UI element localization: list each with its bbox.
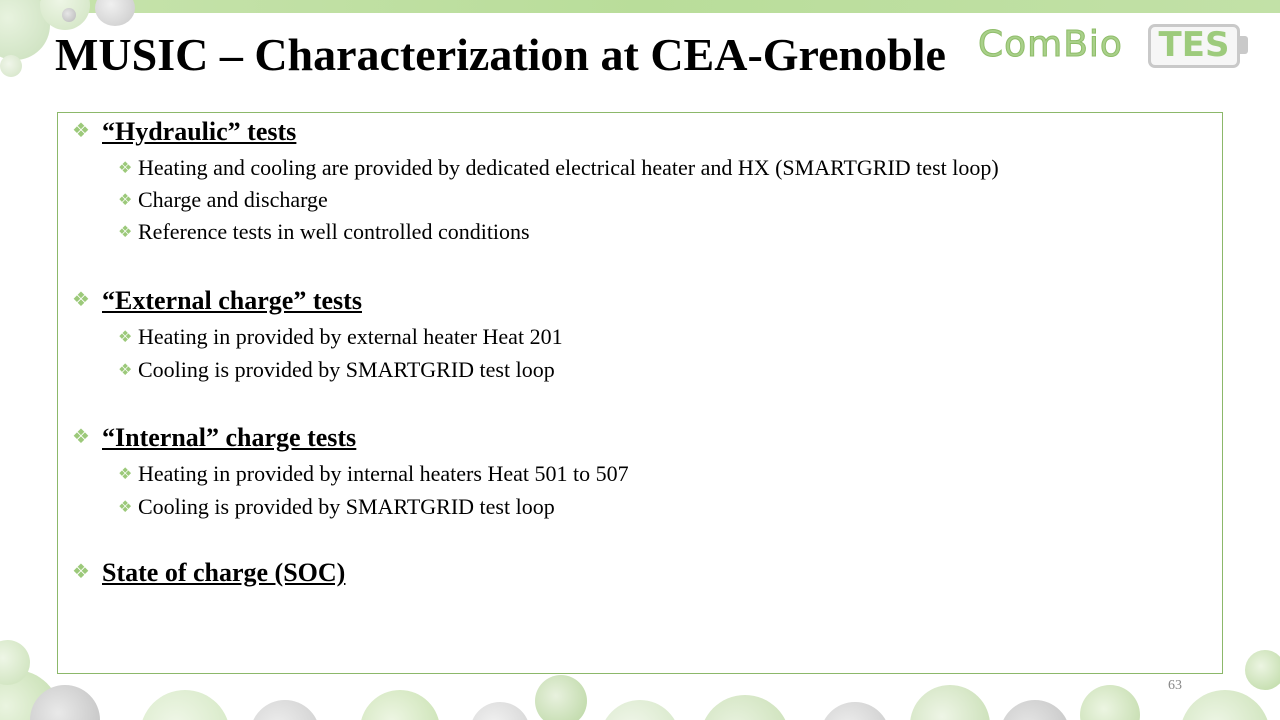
- bullet-heading-external-charge: ❖ “External charge” tests: [72, 286, 362, 315]
- slide-title: MUSIC – Characterization at CEA-Grenoble: [55, 29, 946, 80]
- logo-battery-shape: [1148, 24, 1240, 68]
- logo-text-tes: TES: [1158, 25, 1230, 65]
- bullet-item: ❖ Cooling is provided by SMARTGRID test loop: [118, 357, 555, 382]
- diamond-bullet-icon: ❖: [72, 287, 90, 311]
- bullet-heading-hydraulic: ❖ “Hydraulic” tests: [72, 117, 297, 146]
- page-number: 63: [1168, 678, 1182, 693]
- diamond-bullet-icon: ❖: [118, 360, 133, 379]
- diamond-bullet-icon: ❖: [118, 497, 133, 516]
- bullet-heading-internal-charge: ❖ “Internal” charge tests: [72, 423, 357, 452]
- content-box: [57, 112, 1223, 674]
- diamond-bullet-icon: ❖: [72, 118, 90, 142]
- diamond-bullet-icon: ❖: [72, 424, 90, 448]
- diamond-bullet-icon: ❖: [118, 158, 133, 177]
- bullet-item: ❖ Heating in provided by internal heaters Heat 501 to 507: [118, 461, 629, 486]
- bullet-heading-state-of-charge: ❖ State of charge (SOC): [72, 558, 346, 587]
- logo-text-combio: ComBio: [978, 24, 1123, 65]
- combiotes-logo: [978, 22, 1258, 72]
- bullet-item: ❖ Reference tests in well controlled conditions: [118, 219, 530, 244]
- bullet-item: ❖ Charge and discharge: [118, 187, 328, 212]
- bullet-item: ❖ Heating in provided by external heater Heat 201: [118, 324, 563, 349]
- top-accent-bar: [0, 0, 1280, 13]
- diamond-bullet-icon: ❖: [118, 190, 133, 209]
- diamond-bullet-icon: ❖: [72, 559, 90, 583]
- diamond-bullet-icon: ❖: [118, 327, 133, 346]
- bullet-item: ❖ Heating and cooling are provided by dedicated electrical heater and HX (SMARTGRID test loop): [118, 155, 999, 180]
- diamond-bullet-icon: ❖: [118, 464, 133, 483]
- logo-battery-tip: [1240, 36, 1248, 54]
- bullet-item: ❖ Cooling is provided by SMARTGRID test loop: [118, 494, 555, 519]
- diamond-bullet-icon: ❖: [118, 222, 133, 241]
